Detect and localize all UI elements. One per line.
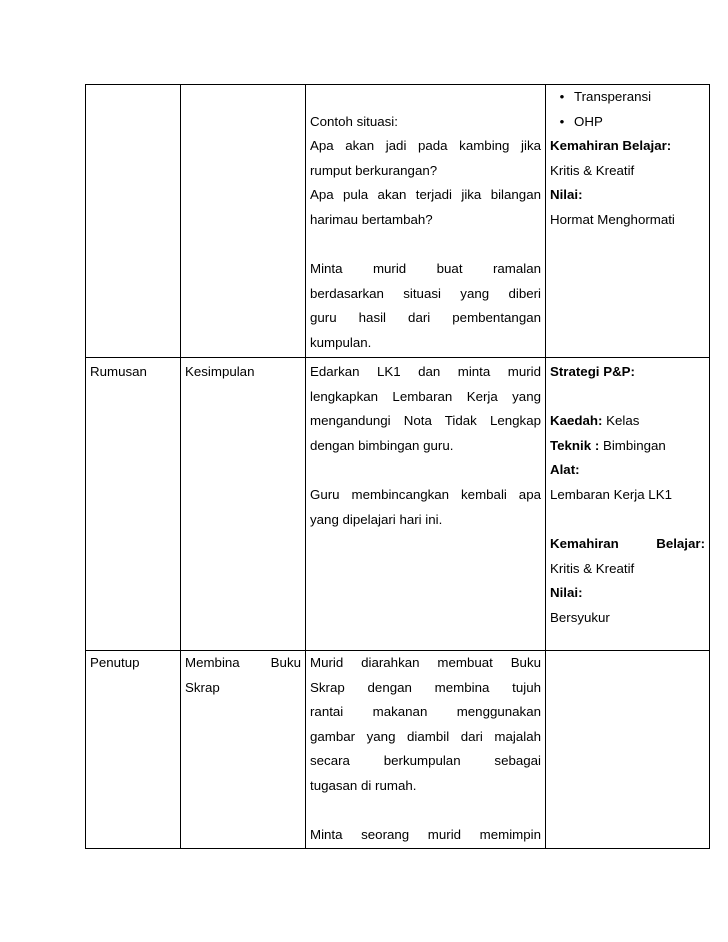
nilai-label: Nilai: [550, 187, 583, 203]
kaedah-line: Kaedah: Kelas [550, 413, 640, 429]
text-line: mengandungi Nota Tidak Lengkap [310, 413, 541, 429]
list-item: • OHP [550, 110, 705, 135]
text-line: yang dipelajari hari ini. [310, 511, 443, 527]
fasa-cell: Rumusan [86, 358, 181, 651]
kemahiran-label: Kemahiran Belajar: [550, 138, 672, 154]
nilai-value: Bersyukur [550, 609, 610, 625]
table-row [86, 651, 710, 849]
text-line: guru hasil dari pembentangan [310, 310, 541, 326]
table-row [86, 358, 710, 651]
isi-cell [181, 85, 306, 358]
lesson-plan-table [85, 84, 710, 849]
text-line: berdasarkan situasi yang diberi [310, 285, 541, 301]
text-line: Guru membincangkan kembali apa [310, 486, 541, 502]
fasa-cell [86, 85, 181, 358]
list-item: • Transperansi [550, 85, 705, 110]
text-line: Minta seorang murid memimpin [310, 827, 541, 843]
catatan-cell [546, 85, 710, 358]
text-line: rantai makanan menggunakan [310, 704, 541, 720]
alat-value: Lembaran Kerja LK1 [550, 486, 672, 502]
strategi-label: Strategi P&P: [550, 364, 635, 379]
nilai-value: Hormat Menghormati [550, 211, 675, 227]
alat-label: Alat: [550, 462, 580, 478]
catatan-cell [546, 358, 710, 651]
aktiviti-cell [306, 85, 546, 358]
text-line: Murid diarahkan membuat Buku [310, 655, 541, 670]
nilai-label: Nilai: [550, 585, 583, 601]
text-line: Edarkan LK1 dan minta murid [310, 364, 541, 379]
text-line: rumput berkurangan? [310, 162, 438, 178]
text-line: lengkapkan Lembaran Kerja yang [310, 388, 541, 404]
text-line: secara berkumpulan sebagai [310, 753, 541, 769]
situasi-title: Contoh situasi: [310, 113, 398, 129]
text-line: Membina Buku [185, 655, 301, 670]
text-line: Skrap [185, 679, 220, 695]
kemahiran-label: Kemahiran Belajar: [550, 536, 705, 552]
bullet-icon: • [559, 89, 565, 104]
text-line: Minta murid buat ramalan [310, 261, 541, 277]
text-line: Skrap dengan membina tujuh [310, 679, 541, 695]
kemahiran-value: Kritis & Kreatif [550, 560, 635, 576]
text-line: gambar yang diambil dari majalah [310, 728, 541, 744]
aktiviti-cell [306, 358, 546, 651]
table-row [86, 85, 710, 358]
teknik-line: Teknik : Bimbingan [550, 437, 666, 453]
bullet-icon: • [559, 113, 565, 129]
text-line: Apa akan jadi pada kambing jika [310, 138, 541, 154]
isi-cell [181, 651, 306, 849]
text-line: kumpulan. [310, 334, 372, 350]
kemahiran-value: Kritis & Kreatif [550, 162, 635, 178]
text-line: tugasan di rumah. [310, 777, 417, 793]
text-line: harimau bertambah? [310, 211, 433, 227]
fasa-cell: Penutup [86, 651, 181, 849]
text-line: dengan bimbingan guru. [310, 437, 454, 453]
catatan-cell [546, 651, 710, 849]
isi-cell: Kesimpulan [181, 358, 306, 651]
text-line: Apa pula akan terjadi jika bilangan [310, 187, 541, 203]
aktiviti-cell [306, 651, 546, 849]
